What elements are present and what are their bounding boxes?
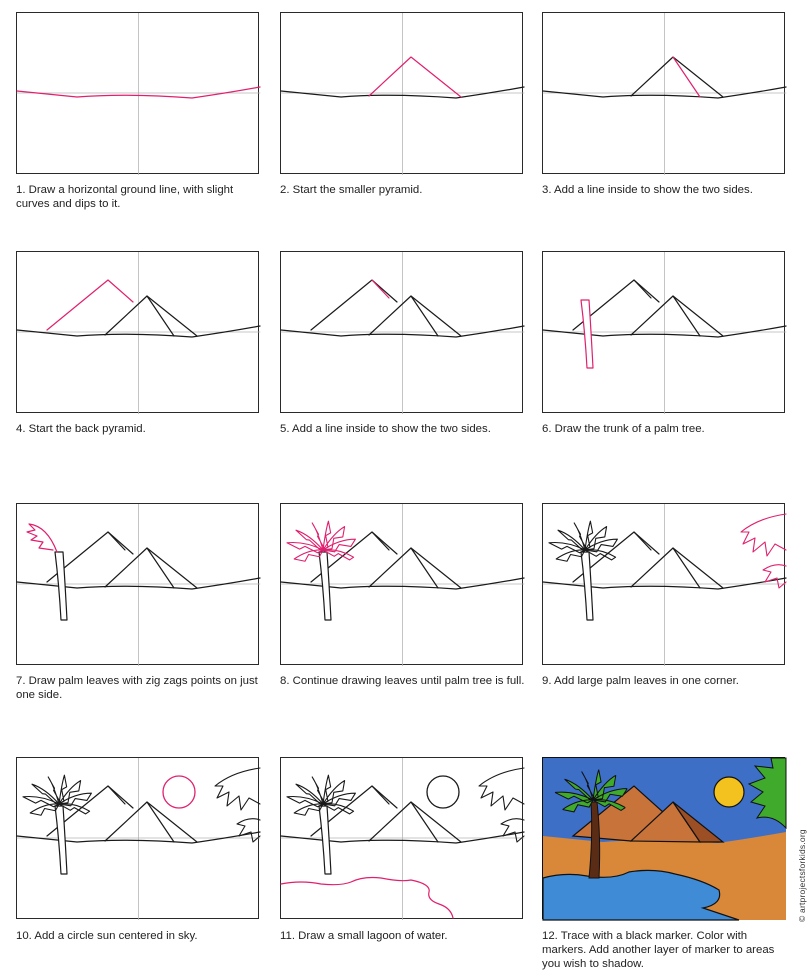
small-pyramid-side: [147, 296, 174, 336]
step-drawing-6: [543, 252, 786, 414]
sun-circle: [427, 776, 459, 808]
step-panel-4: [16, 251, 259, 413]
lagoon-outline: [281, 878, 453, 919]
step-panel-5: [280, 251, 523, 413]
step-drawing-1: [17, 13, 260, 175]
step-panel-9: [542, 503, 785, 665]
corner-palm-leaves: [741, 514, 786, 588]
back-pyramid-side: [108, 786, 125, 804]
sun-circle: [163, 776, 195, 808]
small-pyramid-side: [411, 296, 438, 336]
step-drawing-7: [17, 504, 260, 666]
back-pyramid-side: [372, 280, 389, 298]
step-caption-7: 7. Draw palm leaves with zig zags points on just one side.: [16, 675, 258, 701]
step-caption-3: 3. Add a line inside to show the two sides.: [542, 184, 753, 196]
small-pyramid-side: [673, 57, 700, 97]
back-pyramid: [47, 280, 133, 330]
small-pyramid-side: [673, 548, 700, 588]
corner-palm-leaves: [215, 768, 260, 842]
back-pyramid-side: [372, 532, 389, 550]
step-drawing-2: [281, 13, 524, 175]
step-panel-6: [542, 251, 785, 413]
step-drawing-10: [17, 758, 260, 920]
step-caption-10: 10. Add a circle sun centered in sky.: [16, 930, 198, 942]
step-caption-9: 9. Add large palm leaves in one corner.: [542, 675, 739, 687]
credit-text: © artprojectsforkids.org: [797, 829, 807, 922]
step-caption-4: 4. Start the back pyramid.: [16, 423, 146, 435]
small-pyramid-side: [411, 548, 438, 588]
small-pyramid-side: [411, 802, 438, 842]
step-panel-12: [542, 757, 785, 919]
small-pyramid-side: [147, 548, 174, 588]
small-pyramid-side: [673, 296, 700, 336]
step-drawing-12: [543, 758, 786, 920]
step-drawing-5: [281, 252, 524, 414]
step-panel-3: [542, 12, 785, 174]
step-caption-6: 6. Draw the trunk of a palm tree.: [542, 423, 705, 435]
sun-fill: [714, 777, 744, 807]
step-drawing-3: [543, 13, 786, 175]
step-drawing-4: [17, 252, 260, 414]
step-caption-12: 12. Trace with a black marker. Color with markers. Add another layer of marker to areas you wish to shadow.: [542, 930, 775, 970]
step-drawing-8: [281, 504, 524, 666]
step-drawing-11: [281, 758, 524, 920]
back-pyramid-side: [372, 786, 389, 804]
back-pyramid: [311, 280, 397, 330]
step-caption-11: 11. Draw a small lagoon of water.: [280, 930, 448, 942]
step-caption-1: 1. Draw a horizontal ground line, with slight curves and dips to it.: [16, 184, 234, 210]
step-panel-2: [280, 12, 523, 174]
small-pyramid: [369, 57, 461, 97]
back-pyramid-side: [108, 532, 125, 550]
step-panel-1: [16, 12, 259, 174]
step-panel-11: [280, 757, 523, 919]
step-caption-5: 5. Add a line inside to show the two sides.: [280, 423, 491, 435]
step-panel-10: [16, 757, 259, 919]
step-caption-8: 8. Continue drawing leaves until palm tree is full.: [280, 675, 525, 687]
back-pyramid-side: [634, 532, 651, 550]
first-palm-leaf: [27, 524, 57, 552]
step-drawing-9: [543, 504, 786, 666]
back-pyramid-side: [634, 280, 651, 298]
step-panel-7: [16, 503, 259, 665]
small-pyramid-side: [147, 802, 174, 842]
step-panel-8: [280, 503, 523, 665]
corner-palm-leaves: [479, 768, 524, 842]
step-caption-2: 2. Start the smaller pyramid.: [280, 184, 423, 196]
credit-watermark: [785, 762, 807, 922]
